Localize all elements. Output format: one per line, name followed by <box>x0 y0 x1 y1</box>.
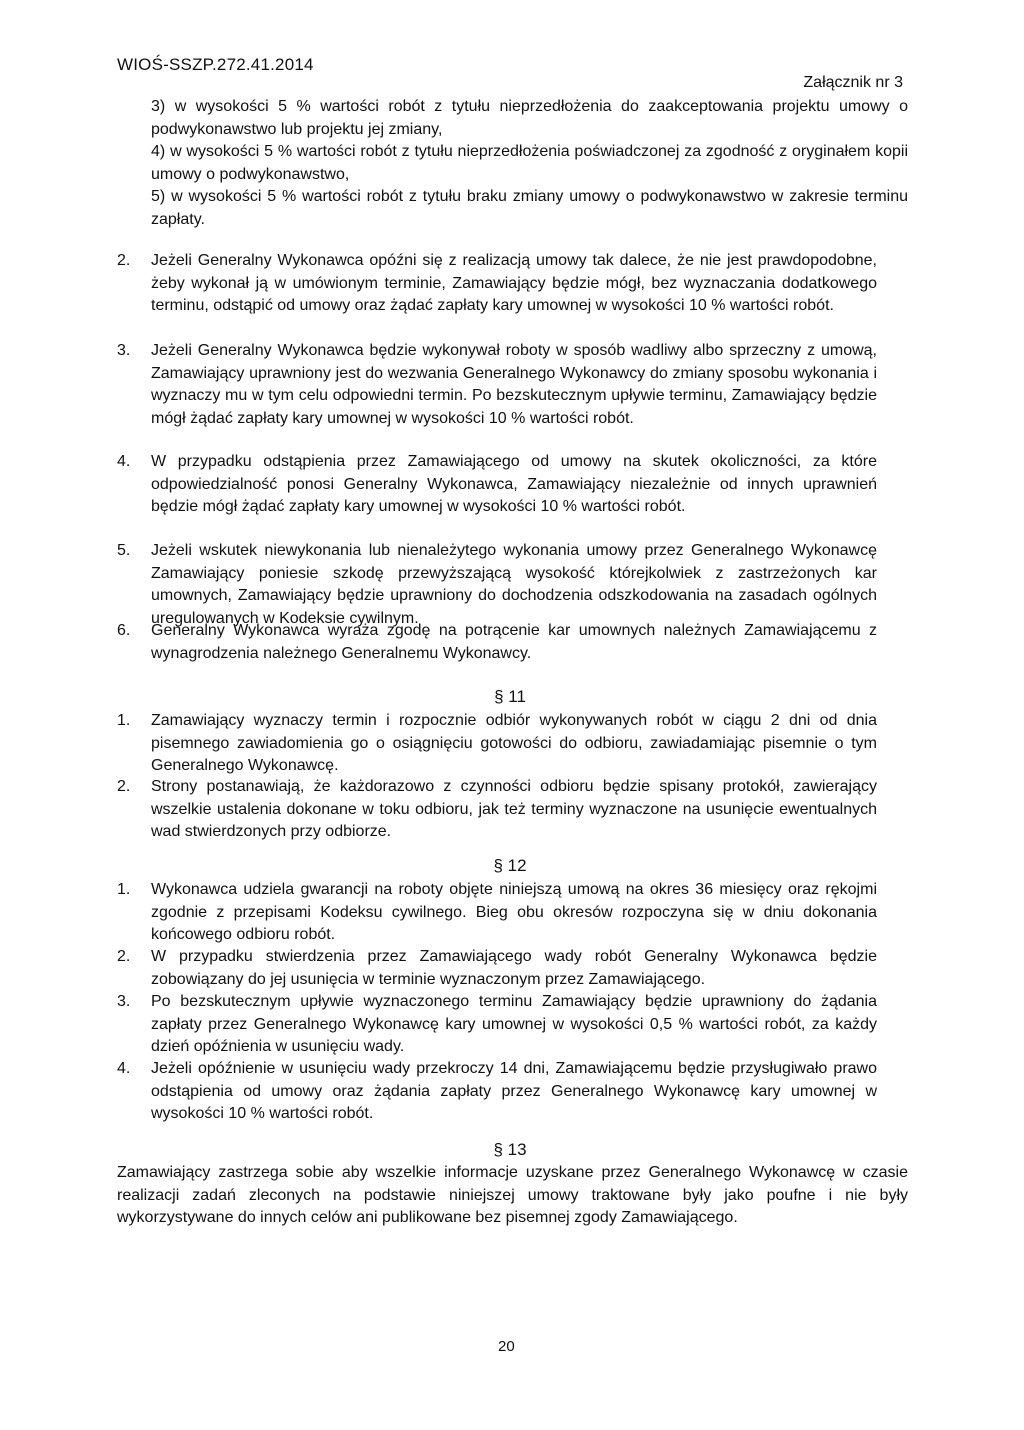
item-number: 3. <box>117 993 131 1010</box>
numbered-item <box>117 776 877 844</box>
paragraph: Zamawiający zastrzega sobie aby wszelkie informacje uzyskane przez Generalnego Wykonawcę w czasie realizacji zadań zleconych na podstawie niniejszej umowy traktowane były jako poufne i nie były wykorzystywane do innych celów ani publikowane bez pisemnej zgody Zamawiającego. <box>117 1164 908 1227</box>
list-item-label: 3) <box>151 98 166 115</box>
item-text: Jeżeli Generalny Wykonawca opóźni się z realizacją umowy tak dalece, że nie jest prawdopodobne, żeby wykonał ją w umówionym terminie, Zamawiający będzie mógł, bez wyznaczania dodatkowego terminu, odstąpić od umowy oraz żądać zapłaty kary umownej w wysokości 10 % wartości robót. <box>151 252 877 315</box>
item-number: 4. <box>117 453 131 470</box>
item-text: W przypadku odstąpienia przez Zamawiającego od umowy na skutek okoliczności, za które odpowiedzialność ponosi Generalny Wykonawca, Zamawiający niezależnie od innych uprawnień będzie mógł żądać zapłaty kary umownej w wysokości 10 % wartości robót. <box>151 453 877 516</box>
list-item <box>151 186 908 231</box>
annex-label: Załącznik nr 3 <box>803 74 903 91</box>
item-number: 4. <box>117 1060 131 1077</box>
item-text: Strony postanawiają, że każdorazowo z czynności odbioru będzie spisany protokół, zawierający wszelkie ustalenia dokonane w toku odbioru, jak też terminy wyznaczone na usunięcie ewentualnych wad stwierdzonych przy odbiorze. <box>151 778 877 841</box>
numbered-item <box>117 991 877 1059</box>
list-item-text: w wysokości 5 % wartości robót z tytułu nieprzedłożenia poświadczonej za zgodność z oryginałem kopii umowy o podwykonawstwo, <box>151 143 909 183</box>
list-item-text: w wysokości 5 % wartości robót z tytułu nieprzedłożenia do zaakceptowania projektu umowy o podwykonawstwo lub projektu jej zmiany, <box>151 98 908 138</box>
numbered-item <box>117 879 877 947</box>
numbered-item <box>117 540 877 630</box>
numbered-item <box>117 250 877 318</box>
item-number: 5. <box>117 542 131 559</box>
item-text: Generalny Wykonawca wyraża zgodę na potrącenie kar umownych należnych Zamawiającemu z wynagrodzenia należnego Generalnemu Wykonawcy. <box>151 622 877 662</box>
list-item-label: 4) <box>151 143 166 160</box>
numbered-item <box>117 620 877 665</box>
item-text: Jeżeli opóźnienie w usunięciu wady przekroczy 14 dni, Zamawiającemu będzie przysługiwało prawo odstąpienia od umowy oraz żądania zapłaty przez Generalnego Wykonawcę kary umownej w wysokości 10 % wartości robót. <box>151 1060 877 1123</box>
list-item <box>151 141 908 186</box>
section-heading: § 11 <box>494 687 526 706</box>
numbered-item <box>117 946 877 991</box>
item-number: 1. <box>117 712 131 729</box>
item-text: Wykonawca udziela gwarancji na roboty objęte niniejszą umową na okres 36 miesięcy oraz rękojmi zgodnie z przepisami Kodeksu cywilnego. Bieg obu okresów rozpoczyna się w dniu dokonania końcowego odbioru robót. <box>151 881 877 944</box>
list-item-text: w wysokości 5 % wartości robót z tytułu braku zmiany umowy o podwykonawstwo w zakresie terminu zapłaty. <box>151 188 908 228</box>
item-number: 2. <box>117 948 131 965</box>
item-number: 2. <box>117 778 131 795</box>
section-heading: § 13 <box>493 1140 527 1159</box>
item-number: 1. <box>117 881 131 898</box>
item-text: Po bezskutecznym upływie wyznaczonego terminu Zamawiający będzie uprawniony do żądania zapłaty przez Generalnego Wykonawcę kary umownej w wysokości 0,5 % wartości robót, za każdy dzień opóźnienia w usunięciu wady. <box>151 993 877 1056</box>
section-heading: § 12 <box>493 856 527 875</box>
item-text: W przypadku stwierdzenia przez Zamawiającego wady robót Generalny Wykonawca będzie zobowiązany do jej usunięcia w terminie wyznaczonym przez Zamawiającego. <box>151 948 877 988</box>
item-number: 3. <box>117 342 131 359</box>
item-number: 6. <box>117 622 131 639</box>
item-text: Zamawiający wyznaczy termin i rozpocznie odbiór wykonywanych robót w ciągu 2 dni od dnia pisemnego zawiadomienia go o osiągnięciu gotowości do odbioru, zawiadamiając pisemnie o tym Generalnego Wykonawcę. <box>151 712 877 775</box>
numbered-item <box>117 451 877 519</box>
item-text: Jeżeli wskutek niewykonania lub nienależytego wykonania umowy przez Generalnego Wykonawcę Zamawiający poniesie szkodę przewyższającą wysokość którejkolwiek z zastrzeżonych kar umownych, Zamawiający będzie uprawniony do dochodzenia odszkodowania na zasadach ogólnych uregulowanych w Kodeksie cywilnym. <box>151 542 877 627</box>
page-number: 20 <box>498 1338 515 1355</box>
numbered-item <box>117 340 877 430</box>
list-item <box>151 96 908 141</box>
list-item-label: 5) <box>151 188 166 205</box>
numbered-item <box>117 710 877 778</box>
numbered-item <box>117 1058 877 1126</box>
item-number: 2. <box>117 252 131 269</box>
item-text: Jeżeli Generalny Wykonawca będzie wykonywał roboty w sposób wadliwy albo sprzeczny z umową, Zamawiający uprawniony jest do wezwania Generalnego Wykonawcy do zmiany sposobu wykonania i wyznaczy mu w tym celu odpowiedni termin. Po bezskutecznym upływie terminu, Zamawiający będzie mógł żądać zapłaty kary umownej w wysokości 10 % wartości robót. <box>151 342 877 427</box>
document-reference: WIOŚ-SSZP.272.41.2014 <box>117 55 314 74</box>
